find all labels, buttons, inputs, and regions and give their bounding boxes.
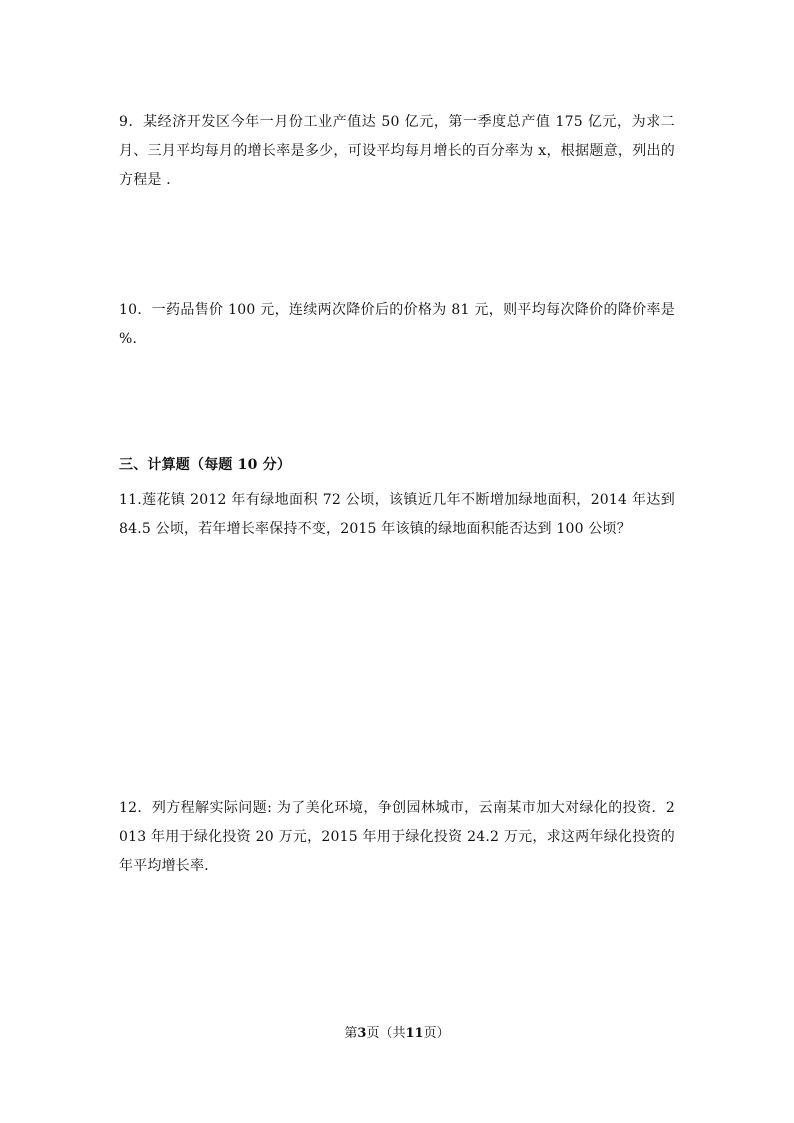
section-heading-calculation: 三、计算题（每题 10 分） (119, 457, 292, 473)
footer-total-pages: 11 (405, 1026, 424, 1041)
footer-prefix: 第 (344, 1026, 358, 1041)
question-12: 12．列方程解实际问题: 为了美化环境，争创园林城市，云南某市加大对绿化的投资．2013 年用于绿化投资 20 万元，2015 年用于绿化投资 24.2 万元，求这两年绿化投资的年平均增长率． (119, 800, 675, 874)
footer-suffix: 页） (423, 1026, 450, 1041)
question-10: 10．一药品售价 100 元，连续两次降价后的价格为 81 元，则平均每次降价的降价率是 %． (119, 302, 675, 347)
page-footer (0, 1022, 794, 1041)
footer-page-number: 3 (357, 1026, 367, 1041)
question-11: 11.莲花镇 2012 年有绿地面积 72 公顷，该镇近几年不断增加绿地面积，2014 年达到 84.5 公顷，若年增长率保持不变，2015 年该镇的绿地面积能否达到 100 公顷？ (119, 492, 675, 537)
question-9: 9．某经济开发区今年一月份工业产值达 50 亿元，第一季度总产值 175 亿元，为求二月、三月平均每月的增长率是多少，可设平均每月增长的百分率为 x，根据题意，列出的方程是 ． (119, 114, 675, 188)
footer-middle: 页（共 (366, 1026, 406, 1041)
